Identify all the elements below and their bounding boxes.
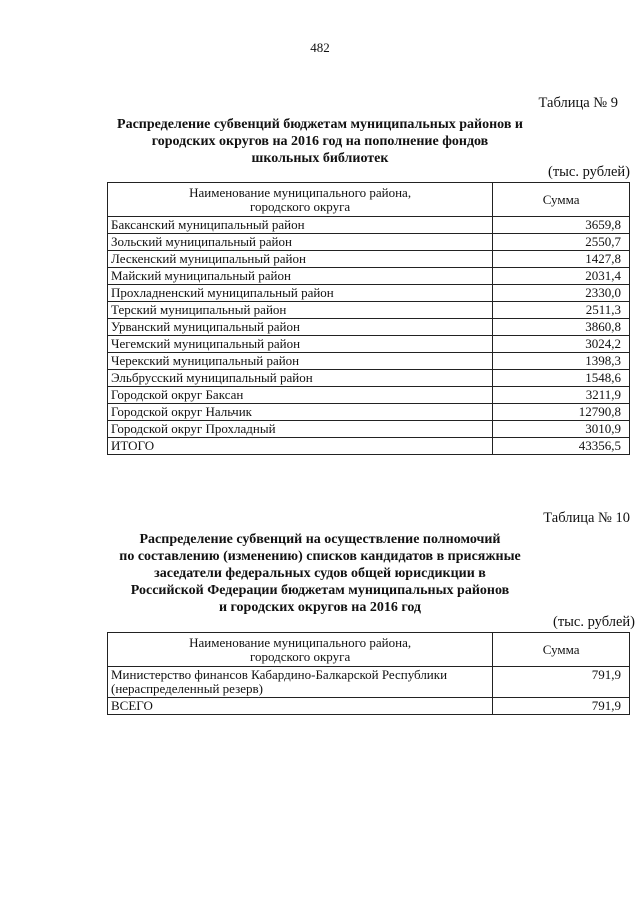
page-number: 482 <box>310 40 330 55</box>
row-sum: 3010,9 <box>493 421 630 438</box>
table10 <box>107 632 630 715</box>
table9 <box>107 182 630 455</box>
table10-units: (тыс. рублей) <box>553 614 635 630</box>
table10-title-line: Российской Федерации бюджетам муниципальных районов <box>130 583 510 598</box>
row-sum: 1548,6 <box>493 370 630 387</box>
table-row <box>108 319 630 336</box>
table10-header-sum: Сумма <box>493 633 630 667</box>
row-name: Майский муниципальный район <box>108 268 493 285</box>
row-name: ИТОГО <box>108 438 493 455</box>
row-name: Черекский муниципальный район <box>108 353 493 370</box>
row-name: Чегемский муниципальный район <box>108 336 493 353</box>
row-name: Городской округ Прохладный <box>108 421 493 438</box>
table-row <box>108 353 630 370</box>
row-name: Зольский муниципальный район <box>108 234 493 251</box>
row-name <box>108 698 493 715</box>
row-name: Городской округ Баксан <box>108 387 493 404</box>
row-name: Прохладненский муниципальный район <box>108 285 493 302</box>
row-sum: 43356,5 <box>493 438 630 455</box>
row-sum: 2550,7 <box>493 234 630 251</box>
row-sum: 3659,8 <box>493 217 630 234</box>
table-row <box>108 438 630 455</box>
row-sum: 1398,3 <box>493 353 630 370</box>
table10-title-line: и городских округов на 2016 год <box>218 600 422 615</box>
row-name <box>108 667 493 698</box>
table-row <box>108 667 630 698</box>
row-sum: 3024,2 <box>493 336 630 353</box>
table-row <box>108 234 630 251</box>
row-sum: 791,9 <box>493 667 630 698</box>
table-row <box>108 336 630 353</box>
row-sum: 791,9 <box>493 698 630 715</box>
row-name: Баксанский муниципальный район <box>108 217 493 234</box>
table10-title <box>100 531 540 616</box>
table10-title-line: по составлению (изменению) списков кандидатов в присяжные <box>119 549 521 564</box>
table-row <box>108 217 630 234</box>
table9-label: Таблица № 9 <box>538 95 618 111</box>
row-name: Урванский муниципальный район <box>108 319 493 336</box>
row-name-line: Министерство финансов Кабардино-Балкарской Республики <box>111 667 448 682</box>
table9-units: (тыс. рублей) <box>548 164 630 180</box>
table9-header-row <box>108 183 630 217</box>
row-sum: 2031,4 <box>493 268 630 285</box>
table10-header-name: Наименование муниципального района, городского округа <box>108 633 493 667</box>
row-name: Эльбрусский муниципальный район <box>108 370 493 387</box>
table9-title-line: городских округов на 2016 год на пополнение фондов <box>151 134 489 149</box>
table-row <box>108 251 630 268</box>
row-sum: 1427,8 <box>493 251 630 268</box>
row-sum: 12790,8 <box>493 404 630 421</box>
table-row <box>108 370 630 387</box>
table-row <box>108 404 630 421</box>
table10-title-line: заседатели федеральных судов общей юрисдикции в <box>154 566 486 581</box>
row-sum: 3211,9 <box>493 387 630 404</box>
row-name-line: (нераспределенный резерв) <box>111 681 263 696</box>
table-row <box>108 285 630 302</box>
row-name: Терский муниципальный район <box>108 302 493 319</box>
row-sum: 2511,3 <box>493 302 630 319</box>
table9-header-sum: Сумма <box>493 183 630 217</box>
table-row <box>108 698 630 715</box>
row-name: Лескенский муниципальный район <box>108 251 493 268</box>
table10-title-line: Распределение субвенций на осуществление полномочий <box>139 532 501 547</box>
table-row <box>108 302 630 319</box>
table-row <box>108 421 630 438</box>
row-name: Городской округ Нальчик <box>108 404 493 421</box>
table9-header-name: Наименование муниципального района, городского округа <box>108 183 493 217</box>
table9-title-line: Распределение субвенций бюджетам муниципальных районов и <box>117 117 523 132</box>
table9-title <box>100 116 540 167</box>
table-row <box>108 387 630 404</box>
row-name-line: ВСЕГО <box>111 698 153 713</box>
row-sum: 2330,0 <box>493 285 630 302</box>
table9-title-line: школьных библиотек <box>251 151 389 166</box>
table-row <box>108 268 630 285</box>
table10-label: Таблица № 10 <box>543 510 630 526</box>
table10-header-row <box>108 633 630 667</box>
row-sum: 3860,8 <box>493 319 630 336</box>
